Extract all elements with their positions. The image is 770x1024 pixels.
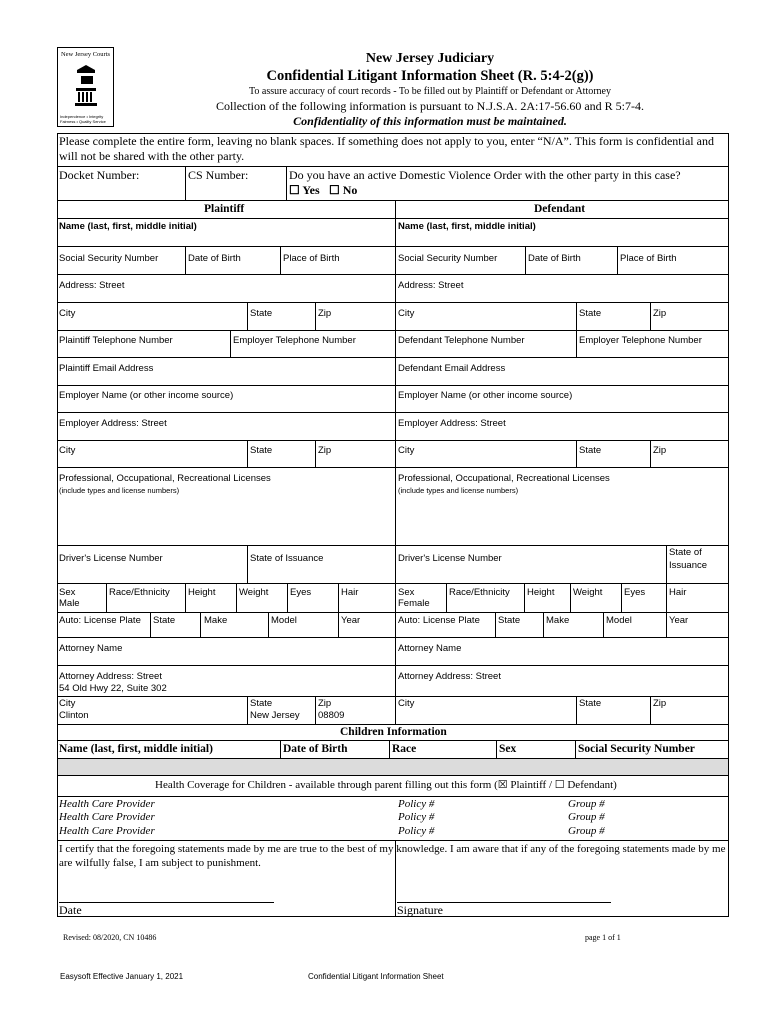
children-col-race: Race: [392, 743, 417, 755]
plaintiff-attorney-address-field[interactable]: Attorney Address: Street: [59, 671, 162, 682]
header-line1: To assure accuracy of court records - To be filled out by Plaintiff or Defendant or Attorney: [248, 86, 611, 97]
defendant-attorney-state-field[interactable]: State: [579, 698, 602, 709]
plaintiff-attorney-city-field[interactable]: City: [59, 698, 76, 709]
plaintiff-city-field[interactable]: City: [59, 308, 76, 319]
plaintiff-attorney-state-value: New Jersey: [250, 710, 300, 721]
defendant-dl-field[interactable]: Driver's License Number: [398, 553, 502, 564]
defendant-employer-zip-field[interactable]: Zip: [653, 445, 667, 456]
header-line3: Confidentiality of this information must be maintained.: [293, 114, 567, 128]
defendant-sex-field[interactable]: Sex: [398, 587, 415, 598]
instructions: Please complete the entire form, leaving no blank spaces. If something does not apply to you, enter “N/A”. This form is confidential and will not be shared with the other party.: [59, 134, 714, 163]
defendant-attorney-field[interactable]: Attorney Name: [398, 643, 462, 654]
health-provider-2[interactable]: Health Care Provider: [59, 811, 155, 823]
plaintiff-zip-field[interactable]: Zip: [318, 308, 332, 319]
footer-center: Confidential Litigant Information Sheet: [308, 972, 444, 981]
defendant-make-field[interactable]: Make: [546, 615, 570, 626]
nj-courts-logo: [57, 47, 114, 127]
plaintiff-email-field[interactable]: Plaintiff Email Address: [59, 363, 154, 374]
defendant-year-field[interactable]: Year: [669, 615, 689, 626]
defendant-heading: Defendant: [534, 203, 586, 215]
plaintiff-sex-field[interactable]: Sex: [59, 587, 76, 598]
defendant-state-field[interactable]: State: [579, 308, 602, 319]
page-number: page 1 of 1: [585, 933, 621, 942]
plaintiff-plate-field[interactable]: Auto: License Plate: [59, 615, 141, 626]
plaintiff-race-field[interactable]: Race/Ethnicity: [109, 587, 170, 598]
plaintiff-attorney-field[interactable]: Attorney Name: [59, 643, 123, 654]
defendant-employer-field[interactable]: Employer Name (or other income source): [398, 390, 573, 401]
defendant-model-field[interactable]: Model: [606, 615, 632, 626]
docket-number-field[interactable]: Docket Number:: [59, 168, 140, 182]
logo-tagline: Independence • Integrity Fairness • Quality Service: [60, 114, 106, 124]
plaintiff-phone-field[interactable]: Plaintiff Telephone Number: [59, 335, 173, 346]
plaintiff-employer-zip-field[interactable]: Zip: [318, 445, 332, 456]
signature-field[interactable]: Signature: [397, 903, 443, 917]
defendant-plate-state-field[interactable]: State: [498, 615, 521, 626]
defendant-email-field[interactable]: Defendant Email Address: [398, 363, 506, 374]
group-3[interactable]: Group #: [568, 825, 605, 837]
plaintiff-state-field[interactable]: State: [250, 308, 273, 319]
defendant-name-field[interactable]: Name (last, first, middle initial): [398, 221, 536, 232]
plaintiff-height-field[interactable]: Height: [188, 587, 216, 598]
dv-yes-checkbox[interactable]: ☐ Yes: [289, 183, 320, 197]
plaintiff-name-field[interactable]: Name (last, first, middle initial): [59, 221, 197, 232]
plaintiff-weight-field[interactable]: Weight: [239, 587, 269, 598]
defendant-sex-value: Female: [398, 598, 430, 609]
footer-left: Easysoft Effective January 1, 2021: [60, 972, 184, 981]
plaintiff-employer-field[interactable]: Employer Name (or other income source): [59, 390, 234, 401]
plaintiff-make-field[interactable]: Make: [204, 615, 228, 626]
defendant-licenses-note: (include types and license numbers): [398, 486, 519, 495]
plaintiff-attorney-zip-field[interactable]: Zip: [318, 698, 332, 709]
defendant-address-field[interactable]: Address: Street: [398, 280, 464, 291]
defendant-pob-field[interactable]: Place of Birth: [620, 253, 677, 264]
defendant-employer-address-field[interactable]: Employer Address: Street: [398, 418, 506, 429]
plaintiff-address-field[interactable]: Address: Street: [59, 280, 125, 291]
revision-note: Revised: 08/2020, CN 10486: [63, 933, 157, 942]
plaintiff-hair-field[interactable]: Hair: [341, 587, 359, 598]
health-provider-1[interactable]: Health Care Provider: [59, 798, 155, 810]
policy-3[interactable]: Policy #: [398, 825, 435, 837]
defendant-licenses-field[interactable]: Professional, Occupational, Recreational Licenses: [398, 473, 610, 484]
date-field[interactable]: Date: [59, 903, 82, 917]
plaintiff-plate-state-field[interactable]: State: [153, 615, 176, 626]
defendant-attorney-address-field[interactable]: Attorney Address: Street: [398, 671, 501, 682]
plaintiff-employer-city-field[interactable]: City: [59, 445, 76, 456]
plaintiff-eyes-field[interactable]: Eyes: [290, 587, 312, 598]
header-line2: Collection of the following information is pursuant to N.J.S.A. 2A:17-56.60 and R 5:7-4.: [216, 99, 644, 113]
defendant-city-field[interactable]: City: [398, 308, 415, 319]
defendant-ssn-field[interactable]: Social Security Number: [398, 253, 498, 264]
plaintiff-attorney-zip-value: 08809: [318, 710, 345, 721]
children-heading: Children Information: [340, 726, 447, 738]
defendant-height-field[interactable]: Height: [527, 587, 555, 598]
plaintiff-licenses-field[interactable]: Professional, Occupational, Recreational Licenses: [59, 473, 271, 484]
plaintiff-ssn-field[interactable]: Social Security Number: [59, 253, 159, 264]
plaintiff-employer-address-field[interactable]: Employer Address: Street: [59, 418, 167, 429]
plaintiff-dl-state-field[interactable]: State of Issuance: [250, 553, 324, 564]
defendant-eyes-field[interactable]: Eyes: [624, 587, 646, 598]
org-name: New Jersey Judiciary: [365, 51, 495, 66]
dv-question: Do you have an active Domestic Violence Order with the other party in this case?: [289, 168, 681, 182]
defendant-dl-state-field-2: Issuance: [669, 560, 708, 571]
policy-1[interactable]: Policy #: [398, 798, 435, 810]
health-coverage-line[interactable]: Health Coverage for Children - available through parent filling out this form (☒ Plaintiff / ☐ Defendant): [155, 779, 617, 791]
defendant-attorney-city-field[interactable]: City: [398, 698, 415, 709]
defendant-race-field[interactable]: Race/Ethnicity: [449, 587, 510, 598]
plaintiff-attorney-state-field[interactable]: State: [250, 698, 273, 709]
plaintiff-model-field[interactable]: Model: [271, 615, 297, 626]
plaintiff-attorney-address-value: 54 Old Hwy 22, Suite 302: [59, 683, 167, 694]
date-line: [59, 902, 274, 903]
defendant-zip-field[interactable]: Zip: [653, 308, 667, 319]
cs-number-field[interactable]: CS Number:: [188, 168, 249, 182]
defendant-weight-field[interactable]: Weight: [573, 587, 603, 598]
plaintiff-year-field[interactable]: Year: [341, 615, 361, 626]
form-title: Confidential Litigant Information Sheet (R. 5:4-2(g)): [266, 68, 594, 84]
children-col-name: Name (last, first, middle initial): [59, 743, 213, 755]
plaintiff-employer-phone-field[interactable]: Employer Telephone Number: [233, 335, 356, 346]
health-provider-3[interactable]: Health Care Provider: [59, 825, 155, 837]
plaintiff-dl-field[interactable]: Driver's License Number: [59, 553, 163, 564]
group-1[interactable]: Group #: [568, 798, 605, 810]
defendant-dob-field[interactable]: Date of Birth: [528, 253, 581, 264]
defendant-hair-field[interactable]: Hair: [669, 587, 687, 598]
children-row-shade: [58, 759, 728, 775]
defendant-phone-field[interactable]: Defendant Telephone Number: [398, 335, 525, 346]
plaintiff-sex-value: Male: [59, 598, 80, 609]
plaintiff-dob-field[interactable]: Date of Birth: [188, 253, 241, 264]
defendant-attorney-zip-field[interactable]: Zip: [653, 698, 667, 709]
plaintiff-heading: Plaintiff: [204, 203, 245, 215]
certification-text: I certify that the foregoing statements made by me are true to the best of my knowledge. I am aware that if any of the foregoing statements made by me are wilfully false, I am subject to punishment.: [59, 843, 726, 869]
logo-title: New Jersey Courts: [60, 51, 111, 58]
plaintiff-pob-field[interactable]: Place of Birth: [283, 253, 340, 264]
courthouse-icon: [73, 64, 99, 108]
group-2[interactable]: Group #: [568, 811, 605, 823]
plaintiff-licenses-note: (include types and license numbers): [59, 486, 180, 495]
dv-no-checkbox[interactable]: ☐ No: [329, 183, 358, 197]
defendant-employer-state-field[interactable]: State: [579, 445, 602, 456]
defendant-employer-phone-field[interactable]: Employer Telephone Number: [579, 335, 702, 346]
plaintiff-employer-state-field[interactable]: State: [250, 445, 273, 456]
form-frame: [57, 133, 729, 917]
plaintiff-attorney-city-value: Clinton: [59, 710, 89, 721]
policy-2[interactable]: Policy #: [398, 811, 435, 823]
children-col-ssn: Social Security Number: [578, 743, 695, 755]
defendant-employer-city-field[interactable]: City: [398, 445, 415, 456]
children-col-dob: Date of Birth: [283, 743, 348, 755]
defendant-plate-field[interactable]: Auto: License Plate: [398, 615, 480, 626]
children-col-sex: Sex: [499, 743, 517, 755]
defendant-dl-state-field[interactable]: State of: [669, 547, 702, 558]
